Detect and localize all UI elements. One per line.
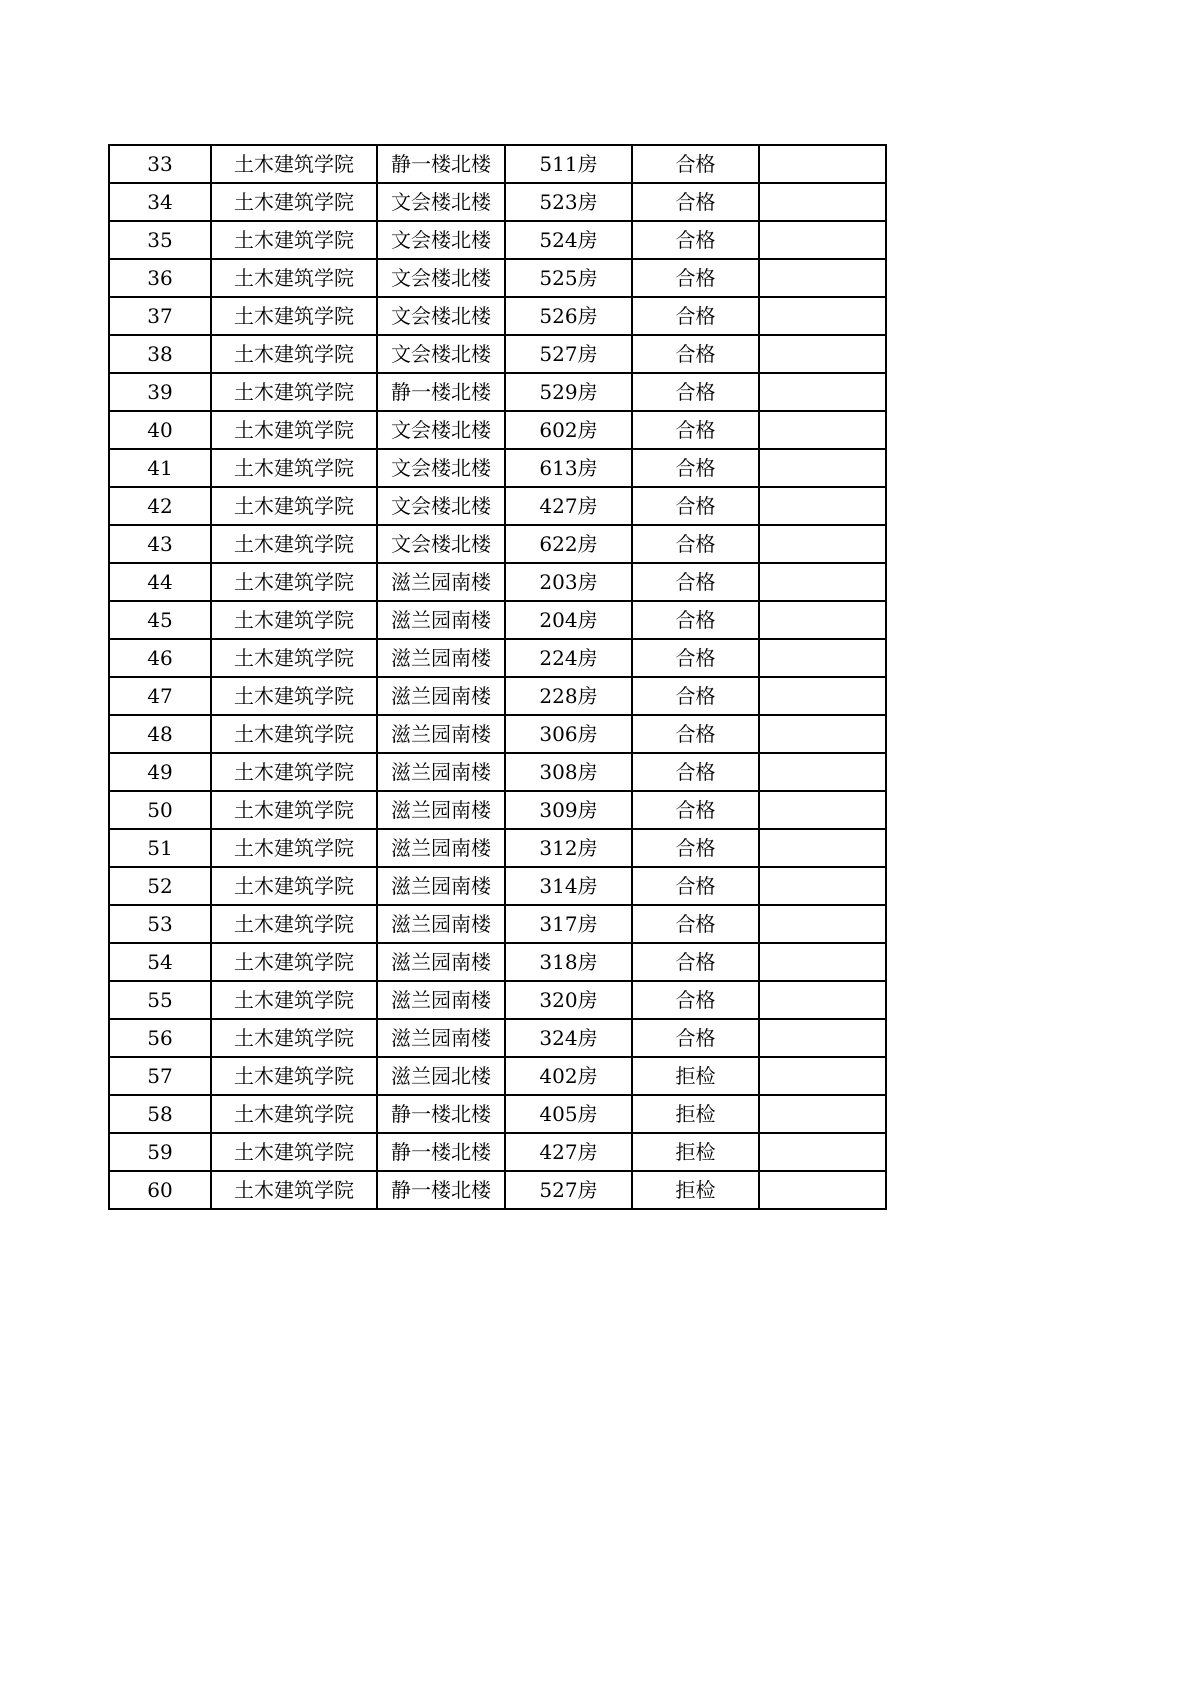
cell-building: 文会楼北楼 xyxy=(377,259,505,297)
cell-building: 文会楼北楼 xyxy=(377,183,505,221)
cell-room: 203房 xyxy=(505,563,632,601)
cell-result: 合格 xyxy=(632,639,759,677)
table-row xyxy=(109,943,886,981)
cell-building: 滋兰园南楼 xyxy=(377,905,505,943)
cell-room: 525房 xyxy=(505,259,632,297)
cell-building: 文会楼北楼 xyxy=(377,335,505,373)
cell-result: 合格 xyxy=(632,183,759,221)
cell-number: 60 xyxy=(109,1171,211,1209)
cell-number: 50 xyxy=(109,791,211,829)
cell-remark xyxy=(759,1057,886,1095)
table-row xyxy=(109,1019,886,1057)
cell-college: 土木建筑学院 xyxy=(211,829,377,867)
cell-building: 滋兰园南楼 xyxy=(377,677,505,715)
cell-building: 静一楼北楼 xyxy=(377,373,505,411)
cell-room: 306房 xyxy=(505,715,632,753)
cell-number: 56 xyxy=(109,1019,211,1057)
cell-result: 拒检 xyxy=(632,1095,759,1133)
cell-result: 合格 xyxy=(632,563,759,601)
cell-number: 57 xyxy=(109,1057,211,1095)
cell-number: 48 xyxy=(109,715,211,753)
cell-college: 土木建筑学院 xyxy=(211,905,377,943)
cell-number: 43 xyxy=(109,525,211,563)
cell-number: 33 xyxy=(109,145,211,183)
cell-room: 402房 xyxy=(505,1057,632,1095)
table-row xyxy=(109,677,886,715)
cell-building: 滋兰园南楼 xyxy=(377,715,505,753)
cell-number: 54 xyxy=(109,943,211,981)
cell-number: 45 xyxy=(109,601,211,639)
cell-remark xyxy=(759,1133,886,1171)
cell-room: 318房 xyxy=(505,943,632,981)
table-row xyxy=(109,829,886,867)
cell-number: 38 xyxy=(109,335,211,373)
cell-number: 44 xyxy=(109,563,211,601)
cell-number: 41 xyxy=(109,449,211,487)
cell-college: 土木建筑学院 xyxy=(211,411,377,449)
cell-building: 文会楼北楼 xyxy=(377,221,505,259)
cell-number: 47 xyxy=(109,677,211,715)
cell-college: 土木建筑学院 xyxy=(211,373,377,411)
cell-college: 土木建筑学院 xyxy=(211,867,377,905)
cell-building: 滋兰园南楼 xyxy=(377,867,505,905)
cell-room: 224房 xyxy=(505,639,632,677)
cell-result: 合格 xyxy=(632,943,759,981)
cell-remark xyxy=(759,373,886,411)
cell-remark xyxy=(759,411,886,449)
cell-college: 土木建筑学院 xyxy=(211,259,377,297)
cell-remark xyxy=(759,601,886,639)
cell-remark xyxy=(759,563,886,601)
cell-number: 53 xyxy=(109,905,211,943)
inspection-table xyxy=(108,144,887,1210)
cell-building: 文会楼北楼 xyxy=(377,449,505,487)
cell-building: 滋兰园南楼 xyxy=(377,601,505,639)
cell-result: 合格 xyxy=(632,791,759,829)
cell-number: 35 xyxy=(109,221,211,259)
cell-remark xyxy=(759,639,886,677)
cell-room: 324房 xyxy=(505,1019,632,1057)
cell-college: 土木建筑学院 xyxy=(211,753,377,791)
cell-number: 37 xyxy=(109,297,211,335)
cell-number: 34 xyxy=(109,183,211,221)
cell-number: 51 xyxy=(109,829,211,867)
cell-result: 合格 xyxy=(632,525,759,563)
cell-result: 合格 xyxy=(632,411,759,449)
cell-remark xyxy=(759,791,886,829)
cell-college: 土木建筑学院 xyxy=(211,449,377,487)
cell-number: 49 xyxy=(109,753,211,791)
cell-result: 合格 xyxy=(632,221,759,259)
table-body xyxy=(109,145,886,1209)
cell-room: 314房 xyxy=(505,867,632,905)
cell-room: 527房 xyxy=(505,335,632,373)
cell-remark xyxy=(759,677,886,715)
cell-number: 52 xyxy=(109,867,211,905)
cell-college: 土木建筑学院 xyxy=(211,1171,377,1209)
cell-room: 529房 xyxy=(505,373,632,411)
table-row xyxy=(109,259,886,297)
cell-remark xyxy=(759,867,886,905)
cell-building: 滋兰园南楼 xyxy=(377,563,505,601)
table-row xyxy=(109,145,886,183)
cell-building: 滋兰园南楼 xyxy=(377,1019,505,1057)
cell-remark xyxy=(759,145,886,183)
cell-building: 文会楼北楼 xyxy=(377,525,505,563)
cell-building: 滋兰园南楼 xyxy=(377,639,505,677)
cell-remark xyxy=(759,525,886,563)
cell-room: 309房 xyxy=(505,791,632,829)
cell-college: 土木建筑学院 xyxy=(211,145,377,183)
cell-room: 527房 xyxy=(505,1171,632,1209)
cell-result: 合格 xyxy=(632,829,759,867)
table-row xyxy=(109,905,886,943)
cell-building: 静一楼北楼 xyxy=(377,1095,505,1133)
cell-remark xyxy=(759,1171,886,1209)
cell-room: 622房 xyxy=(505,525,632,563)
table-row xyxy=(109,525,886,563)
table-row xyxy=(109,373,886,411)
cell-college: 土木建筑学院 xyxy=(211,601,377,639)
cell-remark xyxy=(759,753,886,791)
cell-remark xyxy=(759,221,886,259)
cell-room: 613房 xyxy=(505,449,632,487)
cell-college: 土木建筑学院 xyxy=(211,1095,377,1133)
cell-result: 合格 xyxy=(632,677,759,715)
cell-college: 土木建筑学院 xyxy=(211,525,377,563)
cell-result: 合格 xyxy=(632,905,759,943)
cell-room: 405房 xyxy=(505,1095,632,1133)
cell-result: 合格 xyxy=(632,601,759,639)
cell-number: 40 xyxy=(109,411,211,449)
table-row xyxy=(109,1133,886,1171)
cell-building: 静一楼北楼 xyxy=(377,1133,505,1171)
cell-college: 土木建筑学院 xyxy=(211,297,377,335)
cell-result: 合格 xyxy=(632,335,759,373)
cell-remark xyxy=(759,715,886,753)
table-row xyxy=(109,1057,886,1095)
cell-number: 39 xyxy=(109,373,211,411)
cell-college: 土木建筑学院 xyxy=(211,639,377,677)
table-row xyxy=(109,715,886,753)
cell-result: 拒检 xyxy=(632,1133,759,1171)
cell-college: 土木建筑学院 xyxy=(211,1133,377,1171)
cell-result: 合格 xyxy=(632,449,759,487)
cell-building: 文会楼北楼 xyxy=(377,487,505,525)
cell-college: 土木建筑学院 xyxy=(211,487,377,525)
cell-room: 523房 xyxy=(505,183,632,221)
cell-result: 合格 xyxy=(632,145,759,183)
cell-number: 46 xyxy=(109,639,211,677)
table-row xyxy=(109,601,886,639)
cell-building: 滋兰园南楼 xyxy=(377,753,505,791)
table-row xyxy=(109,221,886,259)
cell-building: 滋兰园北楼 xyxy=(377,1057,505,1095)
cell-result: 合格 xyxy=(632,867,759,905)
cell-remark xyxy=(759,297,886,335)
cell-room: 308房 xyxy=(505,753,632,791)
cell-room: 427房 xyxy=(505,487,632,525)
cell-number: 55 xyxy=(109,981,211,1019)
cell-number: 36 xyxy=(109,259,211,297)
table-row xyxy=(109,183,886,221)
cell-building: 滋兰园南楼 xyxy=(377,981,505,1019)
cell-college: 土木建筑学院 xyxy=(211,677,377,715)
cell-number: 42 xyxy=(109,487,211,525)
table-row xyxy=(109,1095,886,1133)
cell-remark xyxy=(759,259,886,297)
cell-result: 拒检 xyxy=(632,1057,759,1095)
cell-room: 228房 xyxy=(505,677,632,715)
cell-room: 524房 xyxy=(505,221,632,259)
cell-building: 文会楼北楼 xyxy=(377,411,505,449)
cell-result: 合格 xyxy=(632,981,759,1019)
cell-college: 土木建筑学院 xyxy=(211,221,377,259)
table-row xyxy=(109,753,886,791)
cell-room: 312房 xyxy=(505,829,632,867)
cell-remark xyxy=(759,183,886,221)
cell-college: 土木建筑学院 xyxy=(211,1019,377,1057)
cell-room: 317房 xyxy=(505,905,632,943)
table-row xyxy=(109,791,886,829)
cell-room: 204房 xyxy=(505,601,632,639)
cell-result: 合格 xyxy=(632,715,759,753)
table-row xyxy=(109,1171,886,1209)
cell-college: 土木建筑学院 xyxy=(211,981,377,1019)
cell-result: 合格 xyxy=(632,487,759,525)
cell-room: 602房 xyxy=(505,411,632,449)
cell-remark xyxy=(759,943,886,981)
cell-room: 320房 xyxy=(505,981,632,1019)
cell-remark xyxy=(759,981,886,1019)
table-row xyxy=(109,449,886,487)
cell-building: 静一楼北楼 xyxy=(377,1171,505,1209)
table-row xyxy=(109,411,886,449)
cell-result: 合格 xyxy=(632,259,759,297)
cell-result: 合格 xyxy=(632,373,759,411)
table-row xyxy=(109,639,886,677)
cell-result: 拒检 xyxy=(632,1171,759,1209)
table-row xyxy=(109,981,886,1019)
cell-building: 滋兰园南楼 xyxy=(377,943,505,981)
cell-college: 土木建筑学院 xyxy=(211,183,377,221)
cell-remark xyxy=(759,449,886,487)
cell-college: 土木建筑学院 xyxy=(211,1057,377,1095)
cell-remark xyxy=(759,829,886,867)
table-row xyxy=(109,867,886,905)
cell-building: 静一楼北楼 xyxy=(377,145,505,183)
cell-college: 土木建筑学院 xyxy=(211,563,377,601)
table-row xyxy=(109,297,886,335)
cell-result: 合格 xyxy=(632,1019,759,1057)
cell-remark xyxy=(759,1019,886,1057)
cell-room: 511房 xyxy=(505,145,632,183)
cell-result: 合格 xyxy=(632,753,759,791)
cell-number: 58 xyxy=(109,1095,211,1133)
cell-college: 土木建筑学院 xyxy=(211,335,377,373)
cell-remark xyxy=(759,1095,886,1133)
table-row xyxy=(109,335,886,373)
cell-building: 文会楼北楼 xyxy=(377,297,505,335)
cell-building: 滋兰园南楼 xyxy=(377,829,505,867)
cell-number: 59 xyxy=(109,1133,211,1171)
table-row xyxy=(109,487,886,525)
cell-result: 合格 xyxy=(632,297,759,335)
cell-college: 土木建筑学院 xyxy=(211,715,377,753)
cell-remark xyxy=(759,335,886,373)
cell-building: 滋兰园南楼 xyxy=(377,791,505,829)
cell-remark xyxy=(759,905,886,943)
table-row xyxy=(109,563,886,601)
cell-room: 526房 xyxy=(505,297,632,335)
cell-college: 土木建筑学院 xyxy=(211,943,377,981)
cell-remark xyxy=(759,487,886,525)
cell-room: 427房 xyxy=(505,1133,632,1171)
cell-college: 土木建筑学院 xyxy=(211,791,377,829)
